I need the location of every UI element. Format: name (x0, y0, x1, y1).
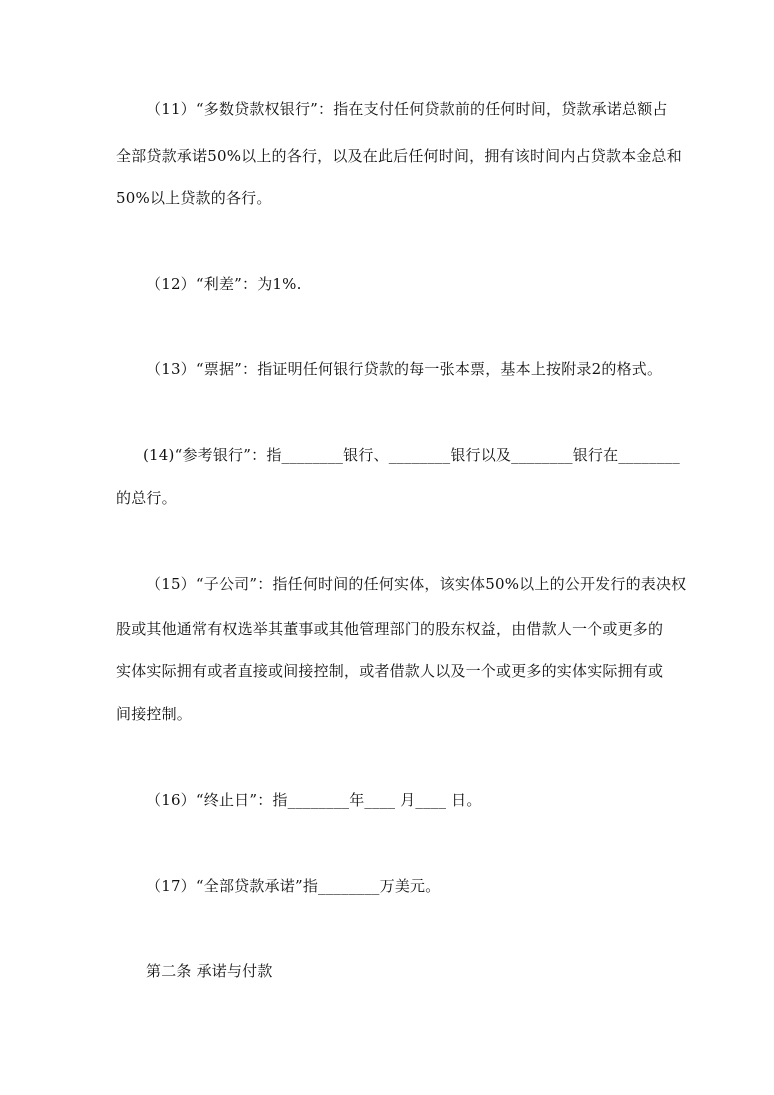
clause-12-line-1: （12）“利差”：为1%. (146, 275, 302, 293)
clause-13-line-1: （13）“票据”：指证明任何银行贷款的每一张本票，基本上按附录2的格式。 (146, 360, 663, 378)
clause-15-line-3: 实体实际拥有或者直接或间接控制，或者借款人以及一个或更多的实体实际拥有或 (116, 662, 664, 680)
clause-15-line-2: 股或其他通常有权选举其董事或其他管理部门的股东权益，由借款人一个或更多的 (116, 620, 664, 638)
clause-15-line-4: 间接控制。 (116, 705, 193, 723)
section-heading: 第二条 承诺与付款 (146, 962, 273, 980)
clause-11-line-3: 50%以上贷款的各行。 (116, 189, 272, 207)
clause-15-line-1: （15）“子公司”：指任何时间的任何实体，该实体50%以上的公开发行的表决权 (146, 575, 687, 593)
clause-11-line-1: （11）“多数贷款权银行”：指在支付任何贷款前的任何时间，贷款承诺总额占 (146, 100, 668, 118)
clause-11-line-2: 全部贷款承诺50%以上的各行，以及在此后任何时间，拥有该时间内占贷款本金总和 (116, 147, 682, 165)
clause-17-line-1: （17）“全部贷款承诺”指________万美元。 (146, 877, 441, 895)
clause-16-line-1: （16）“终止日”：指________年____ 月____ 日。 (146, 791, 482, 809)
clause-14-line-2: 的总行。 (116, 489, 177, 507)
clause-14-line-1: (14)“参考银行”：指________银行、________银行以及________银行在________ (143, 446, 680, 464)
